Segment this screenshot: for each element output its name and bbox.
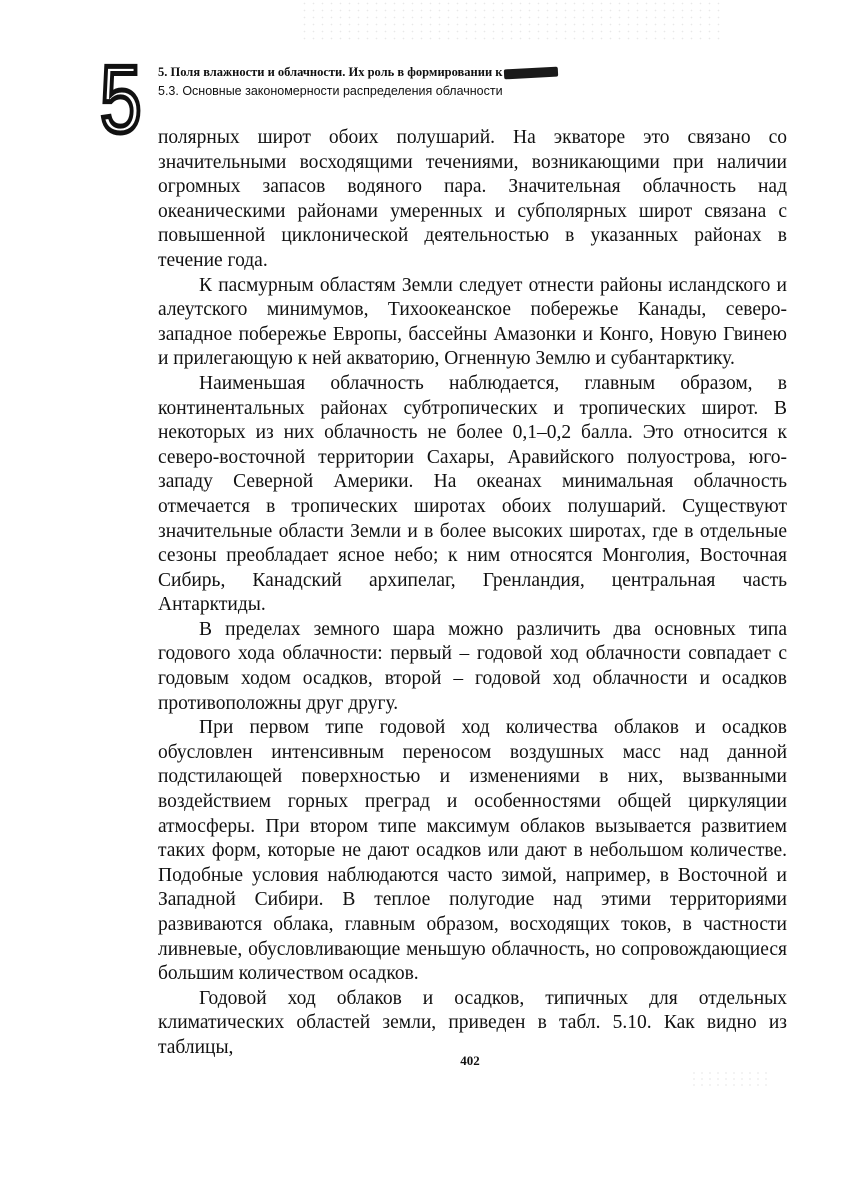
scan-noise xyxy=(690,1070,770,1090)
header-redaction-mark xyxy=(504,67,558,80)
header-chapter-title xyxy=(158,64,628,81)
page-number: 402 xyxy=(460,1053,480,1068)
paragraph: Наименьшая облачность наблюдается, главным образом, в континентальных районах субтропических и тропических широт. В некоторых из них облачность не более 0,1–0,2 балла. Это относится к северо-восточной территории Сахары, Аравийского полуострова, юго-западу Северной Америки. На океанах минимальная облачность отмечается в тропических широтах обоих полушарий. Существуют значительные области Земли и в более высоких широтах, где в отдельные сезоны преобладает ясное небо; к ним относятся Монголия, Восточная Сибирь, Канадский архипелаг, Гренландия, центральная часть Антарктиды. xyxy=(158,372,787,616)
chapter-number: 5 xyxy=(100,46,142,153)
paragraph: полярных широт обоих полушарий. На экваторе это связано со значительными восходящими течениями, возникающими при наличии огромных запасов водяного пара. Значительная облачность над океаническими районами умеренных и субполярных широт связана с повышенной циклонической деятельностью в указанных районах в течение года. xyxy=(158,127,787,271)
paragraph: Годовой ход облаков и осадков, типичных для отдельных климатических областей земли, приведен в табл. 5.10. Как видно из таблицы, xyxy=(158,987,787,1058)
paragraph: При первом типе годовой ход количества облаков и осадков обусловлен интенсивным переносом воздушных масс над данной подстилающей поверхностью и изменениями в них, вызванными воздействием горных преград и особенностями общей циркуляции атмосферы. При втором типе максимум облаков вызывается развитием таких форм, которые не дают осадков или дают в небольшом количестве. Подобные условия наблюдаются часто зимой, например, в Восточной и Западной Сибири. В теплое полугодие над этими территориями развиваются облака, главным образом, восходящих токов, в частности ливневые, обусловливающие меньшую облачность, но сопровождающиеся большим количеством осадков. xyxy=(158,717,787,985)
running-header xyxy=(158,64,628,101)
paragraph: В пределах земного шара можно различить два основных типа годового хода облачности: первый – годовой ход облачности совпадает с годовым ходом осадков, второй – годовой ход облачности и осадков противоположны друг другу. xyxy=(158,618,787,714)
body-text xyxy=(158,126,787,1061)
paragraph: К пасмурным областям Земли следует отнести районы исландского и алеутского минимумов, Тихоокеанское побережье Канады, северо-западное побережье Европы, бассейны Амазонки и Конго, Новую Гвинею и прилегающую к ней акваторию, Огненную Землю и субантарктику. xyxy=(158,274,787,370)
header-chapter-text: 5. Поля влажности и облачности. Их роль в формировании к xyxy=(158,65,503,79)
header-section-title: 5.3. Основные закономерности распределения облачности xyxy=(158,84,503,98)
scan-noise xyxy=(300,0,720,40)
